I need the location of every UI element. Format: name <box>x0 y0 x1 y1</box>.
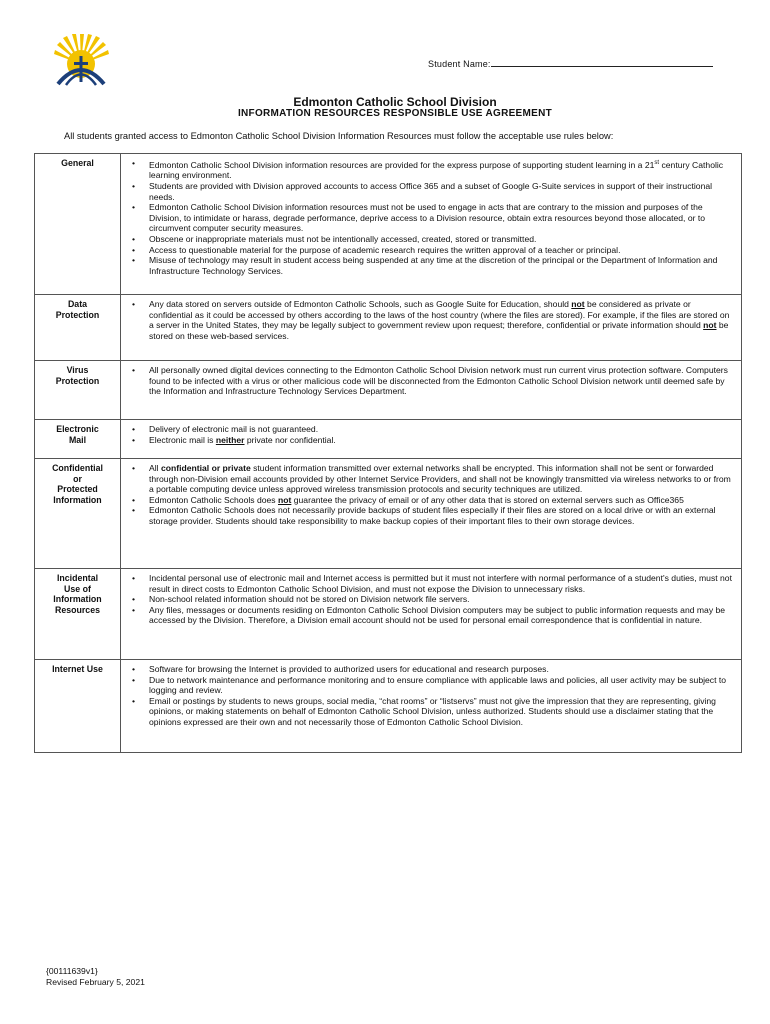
bullet-icon: • <box>132 505 136 516</box>
list-item: • Email or postings by students to news groups, social media, “chat rooms” or “listservs” must not give the impression that they are representing, giving opinions, or making statements on behalf of Edmonton Catholic School Division, unless authorized. Students should use a disclaimer stating that the opinions expressed are their own and not necessarily those of Edmonton Catholic School Division. <box>132 695 716 727</box>
rules-table <box>34 153 742 753</box>
intro-text: All students granted access to Edmonton Catholic School Division Information Resources must follow the acceptable use rules below: <box>64 131 614 141</box>
bullet-icon: • <box>132 494 136 505</box>
bullet-icon: • <box>132 573 136 583</box>
list-item: • All personally owned digital devices connecting to the Edmonton Catholic School Division network must run current virus protection software. Computers found to be infected with a virus or other malicious code will be disconnected from the Edmonton Catholic School Division network until deemed safe by the Information and Infrastructure Technology Services Department. <box>132 365 728 397</box>
bullet-icon: • <box>132 181 136 192</box>
bullet-icon: • <box>132 158 136 168</box>
section-body-confidential <box>121 459 742 569</box>
student-name-field[interactable] <box>428 57 713 69</box>
section-label-virus-protection: Virus Protection <box>35 361 121 420</box>
list-item: • Delivery of electronic mail is not guaranteed. <box>132 424 319 434</box>
bullet-icon: • <box>132 664 136 674</box>
document-id: {00111639v1} <box>46 966 98 976</box>
section-label-incidental: Incidental Use of Information Resources <box>35 569 121 660</box>
list-item: • Incidental personal use of electronic mail and Internet access is permitted but it must not interfere with normal performance of a student's duties, must not result in direct costs to Edmonton Catholic School Division, and must not expose the Division to unnecessary risks. <box>132 573 732 594</box>
section-label-electronic-mail: Electronic Mail <box>35 420 121 459</box>
list-item: • Edmonton Catholic School Division information resources must not be used to engage in acts that are contrary to the mission and purposes of the Division, to intimidate or harass, degrade performance, deprive access to a Division resource, obtain extra resources beyond those allocated, or to circumvent computer security measures. <box>132 202 706 234</box>
section-body-general <box>121 154 742 295</box>
list-item: • All confidential or private student information transmitted over external networks shall be encrypted. This information shall not be sent or forwarded through non-Division email accounts provided by other Internet Service Providers, and shall not be knowingly transmitted via wireless networks to or from a portable computing device unless approved wireless transmission protocols and security techniques are utilized. <box>132 463 731 495</box>
list-item: • Any files, messages or documents residing on Edmonton Catholic School Division computers may be subject to public information requests and may be accessed by the Division. Therefore, a Division email account should not be used for personal email correspondence that is confidential in nature. <box>132 604 726 626</box>
section-label-internet-use: Internet Use <box>35 660 121 753</box>
section-label-confidential: Confidential or Protected Information <box>35 459 121 569</box>
bullet-icon: • <box>132 594 136 605</box>
bullet-icon: • <box>132 244 136 255</box>
table-row <box>35 420 742 459</box>
list-item: • Software for browsing the Internet is provided to authorized users for educational and research purposes. <box>132 664 549 674</box>
table-row <box>35 569 742 660</box>
table-row <box>35 660 742 753</box>
list-item: • Non-school related information should not be stored on Division network file servers. <box>132 594 470 605</box>
bullet-icon: • <box>132 674 136 685</box>
division-logo <box>50 34 112 86</box>
list-item: • Due to network maintenance and performance monitoring and to ensure compliance with applicable laws and policies, all user activity may be subject to logging and review. <box>132 674 727 696</box>
list-item: • Edmonton Catholic School Division information resources are provided for the express purpose of supporting student learning in a 21st century Catholic learning environment. <box>132 158 724 181</box>
bullet-icon: • <box>132 299 136 309</box>
bullet-icon: • <box>132 255 136 266</box>
section-body-data-protection <box>121 295 742 361</box>
bullet-icon: • <box>132 434 136 445</box>
bullet-icon: • <box>132 463 136 473</box>
document-title: Edmonton Catholic School Division <box>293 95 497 109</box>
section-body-incidental <box>121 569 742 660</box>
student-name-label: Student Name: <box>428 59 491 69</box>
list-item: • Any data stored on servers outside of Edmonton Catholic Schools, such as Google Suite for Education, should not be considered as private or confidential as it could be accessed by others according to the laws of the host country (where the files are stored). For example, if the files are stored on a server in the United States, they may be legally subject to government review upon request; therefore, confidential or private information should not be stored on these web-based services. <box>132 299 730 341</box>
table-row <box>35 361 742 420</box>
list-item: • Edmonton Catholic Schools does not guarantee the privacy of email or of any other data that is stored on external servers such as Office365 <box>132 494 684 505</box>
bullet-icon: • <box>132 365 136 375</box>
document-footer <box>46 966 145 988</box>
bullet-icon: • <box>132 424 136 434</box>
section-body-virus-protection <box>121 361 742 420</box>
section-body-internet-use <box>121 660 742 753</box>
section-label-general: General <box>35 154 121 295</box>
list-item: • Edmonton Catholic Schools does not necessarily provide backups of student files especially if their files are stored on a local drive or with an external storage provider. Students should take responsibility to make backup copies of their important files to their own storage devices. <box>132 505 716 526</box>
table-row <box>35 459 742 569</box>
table-row <box>35 154 742 295</box>
sunburst-cross-logo-icon <box>50 34 112 86</box>
bullet-icon: • <box>132 202 136 213</box>
section-label-data-protection: Data Protection <box>35 295 121 361</box>
bullet-icon: • <box>132 234 136 245</box>
list-item: • Misuse of technology may result in student access being suspended at any time at the discretion of the principal or the Department of Information and Infrastructure Technology Services. <box>132 255 718 276</box>
list-item: • Students are provided with Division approved accounts to access Office 365 and a subset of Google G-Suite services in support of their instructional needs. <box>132 181 713 202</box>
list-item: • Obscene or inappropriate materials must not be intentionally accessed, created, stored or transmitted. <box>132 234 537 245</box>
list-item: • Electronic mail is neither private nor confidential. <box>132 434 336 445</box>
bullet-icon: • <box>132 695 136 706</box>
bullet-icon: • <box>132 604 136 615</box>
document-subtitle: INFORMATION RESOURCES RESPONSIBLE USE AGREEMENT <box>237 108 553 119</box>
student-name-line[interactable] <box>491 57 713 67</box>
section-body-electronic-mail <box>121 420 742 459</box>
table-row <box>35 295 742 361</box>
revision-date: Revised February 5, 2021 <box>46 977 145 987</box>
list-item: • Access to questionable material for the purpose of academic research requires the written approval of a teacher or principal. <box>132 244 621 255</box>
